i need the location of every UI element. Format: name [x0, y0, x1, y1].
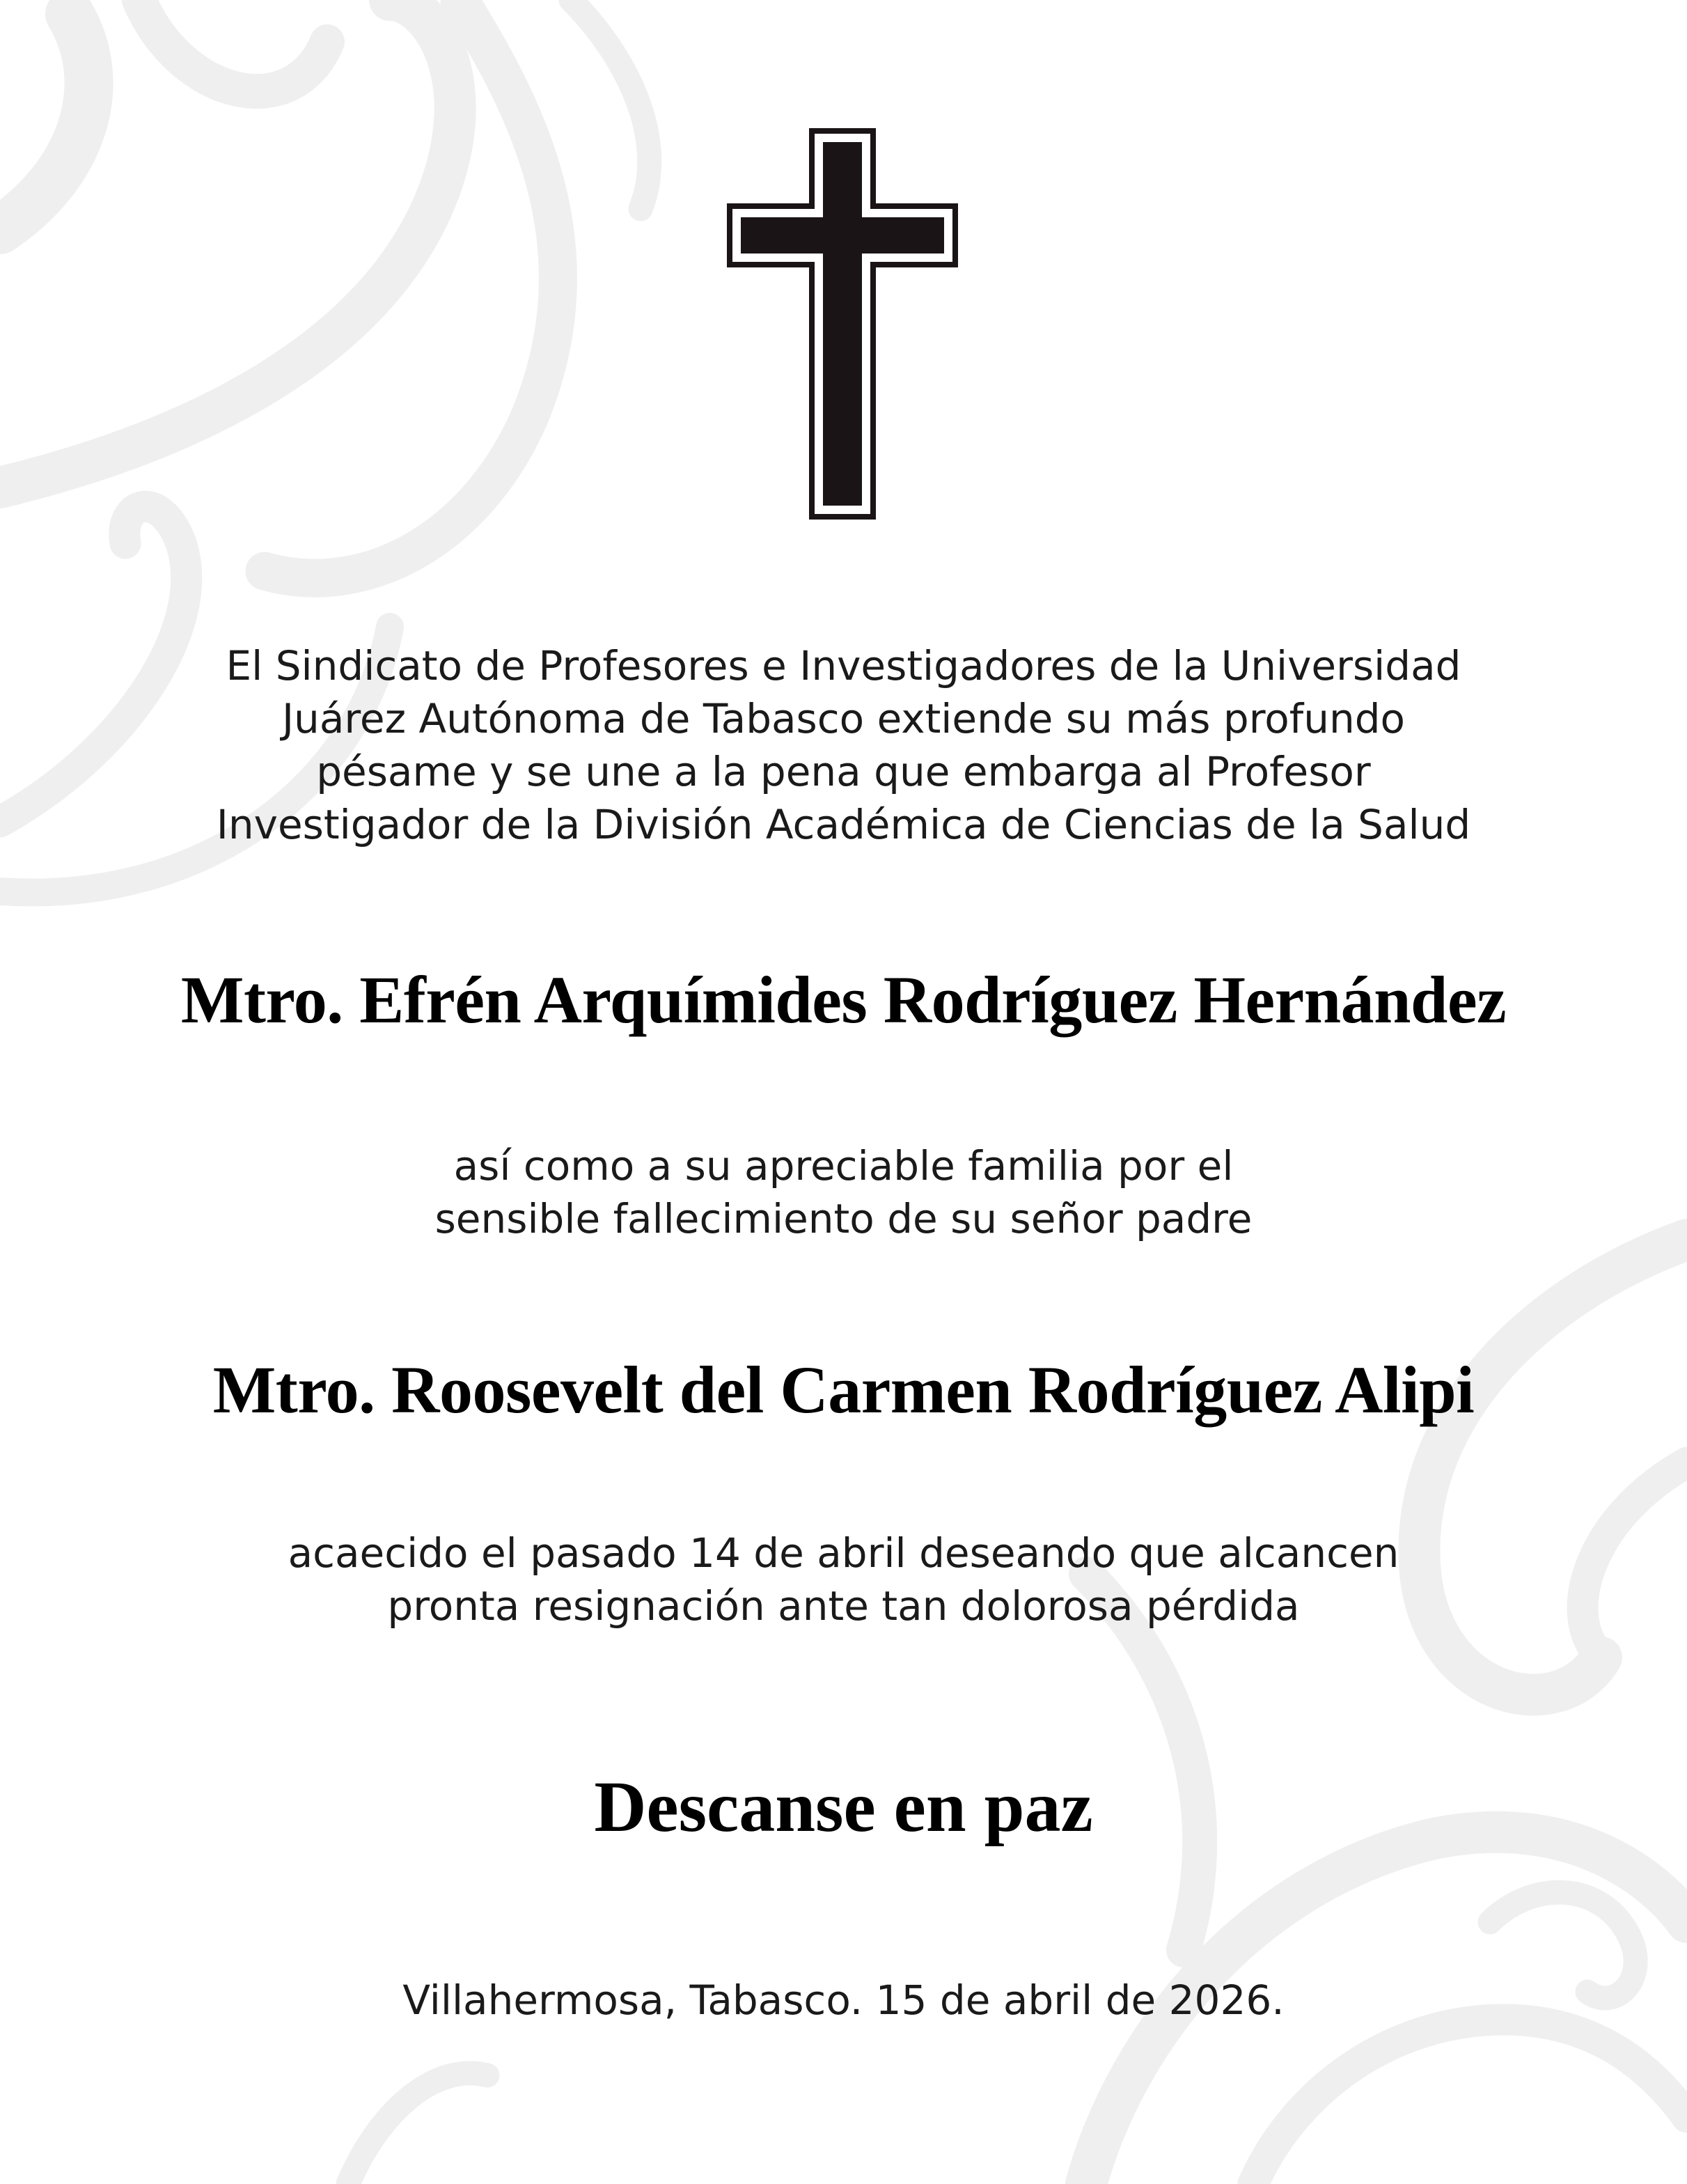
- intro-line: pésame y se une a la pena que embarga al Profesor: [316, 748, 1371, 795]
- intro-line: Juárez Autónoma de Tabasco extiende su más profundo: [281, 695, 1406, 742]
- closing-paragraph: [0, 1527, 1687, 1632]
- place-date: Villahermosa, Tabasco. 15 de abril de 2026.: [402, 1976, 1285, 2024]
- closing-line: acaecido el pasado 14 de abril deseando que alcancen: [288, 1529, 1399, 1577]
- intro-line: Investigador de la División Académica de Ciencias de la Salud: [216, 801, 1471, 848]
- middle-paragraph: [0, 1139, 1687, 1245]
- farewell-heading: Descanse en paz: [594, 1767, 1093, 1847]
- closing-line: pronta resignación ante tan dolorosa pérdida: [387, 1582, 1300, 1630]
- intro-line: El Sindicato de Profesores e Investigadores de la Universidad: [226, 642, 1461, 689]
- honoree-name: Mtro. Efrén Arquímides Rodríguez Hernández: [180, 962, 1507, 1037]
- intro-paragraph: [0, 639, 1687, 851]
- latin-cross-icon: [724, 125, 961, 522]
- middle-line: sensible fallecimiento de su señor padre: [434, 1195, 1253, 1242]
- deceased-name: Mtro. Roosevelt del Carmen Rodríguez Alipi: [212, 1352, 1475, 1427]
- middle-line: así como a su apreciable familia por el: [453, 1142, 1234, 1190]
